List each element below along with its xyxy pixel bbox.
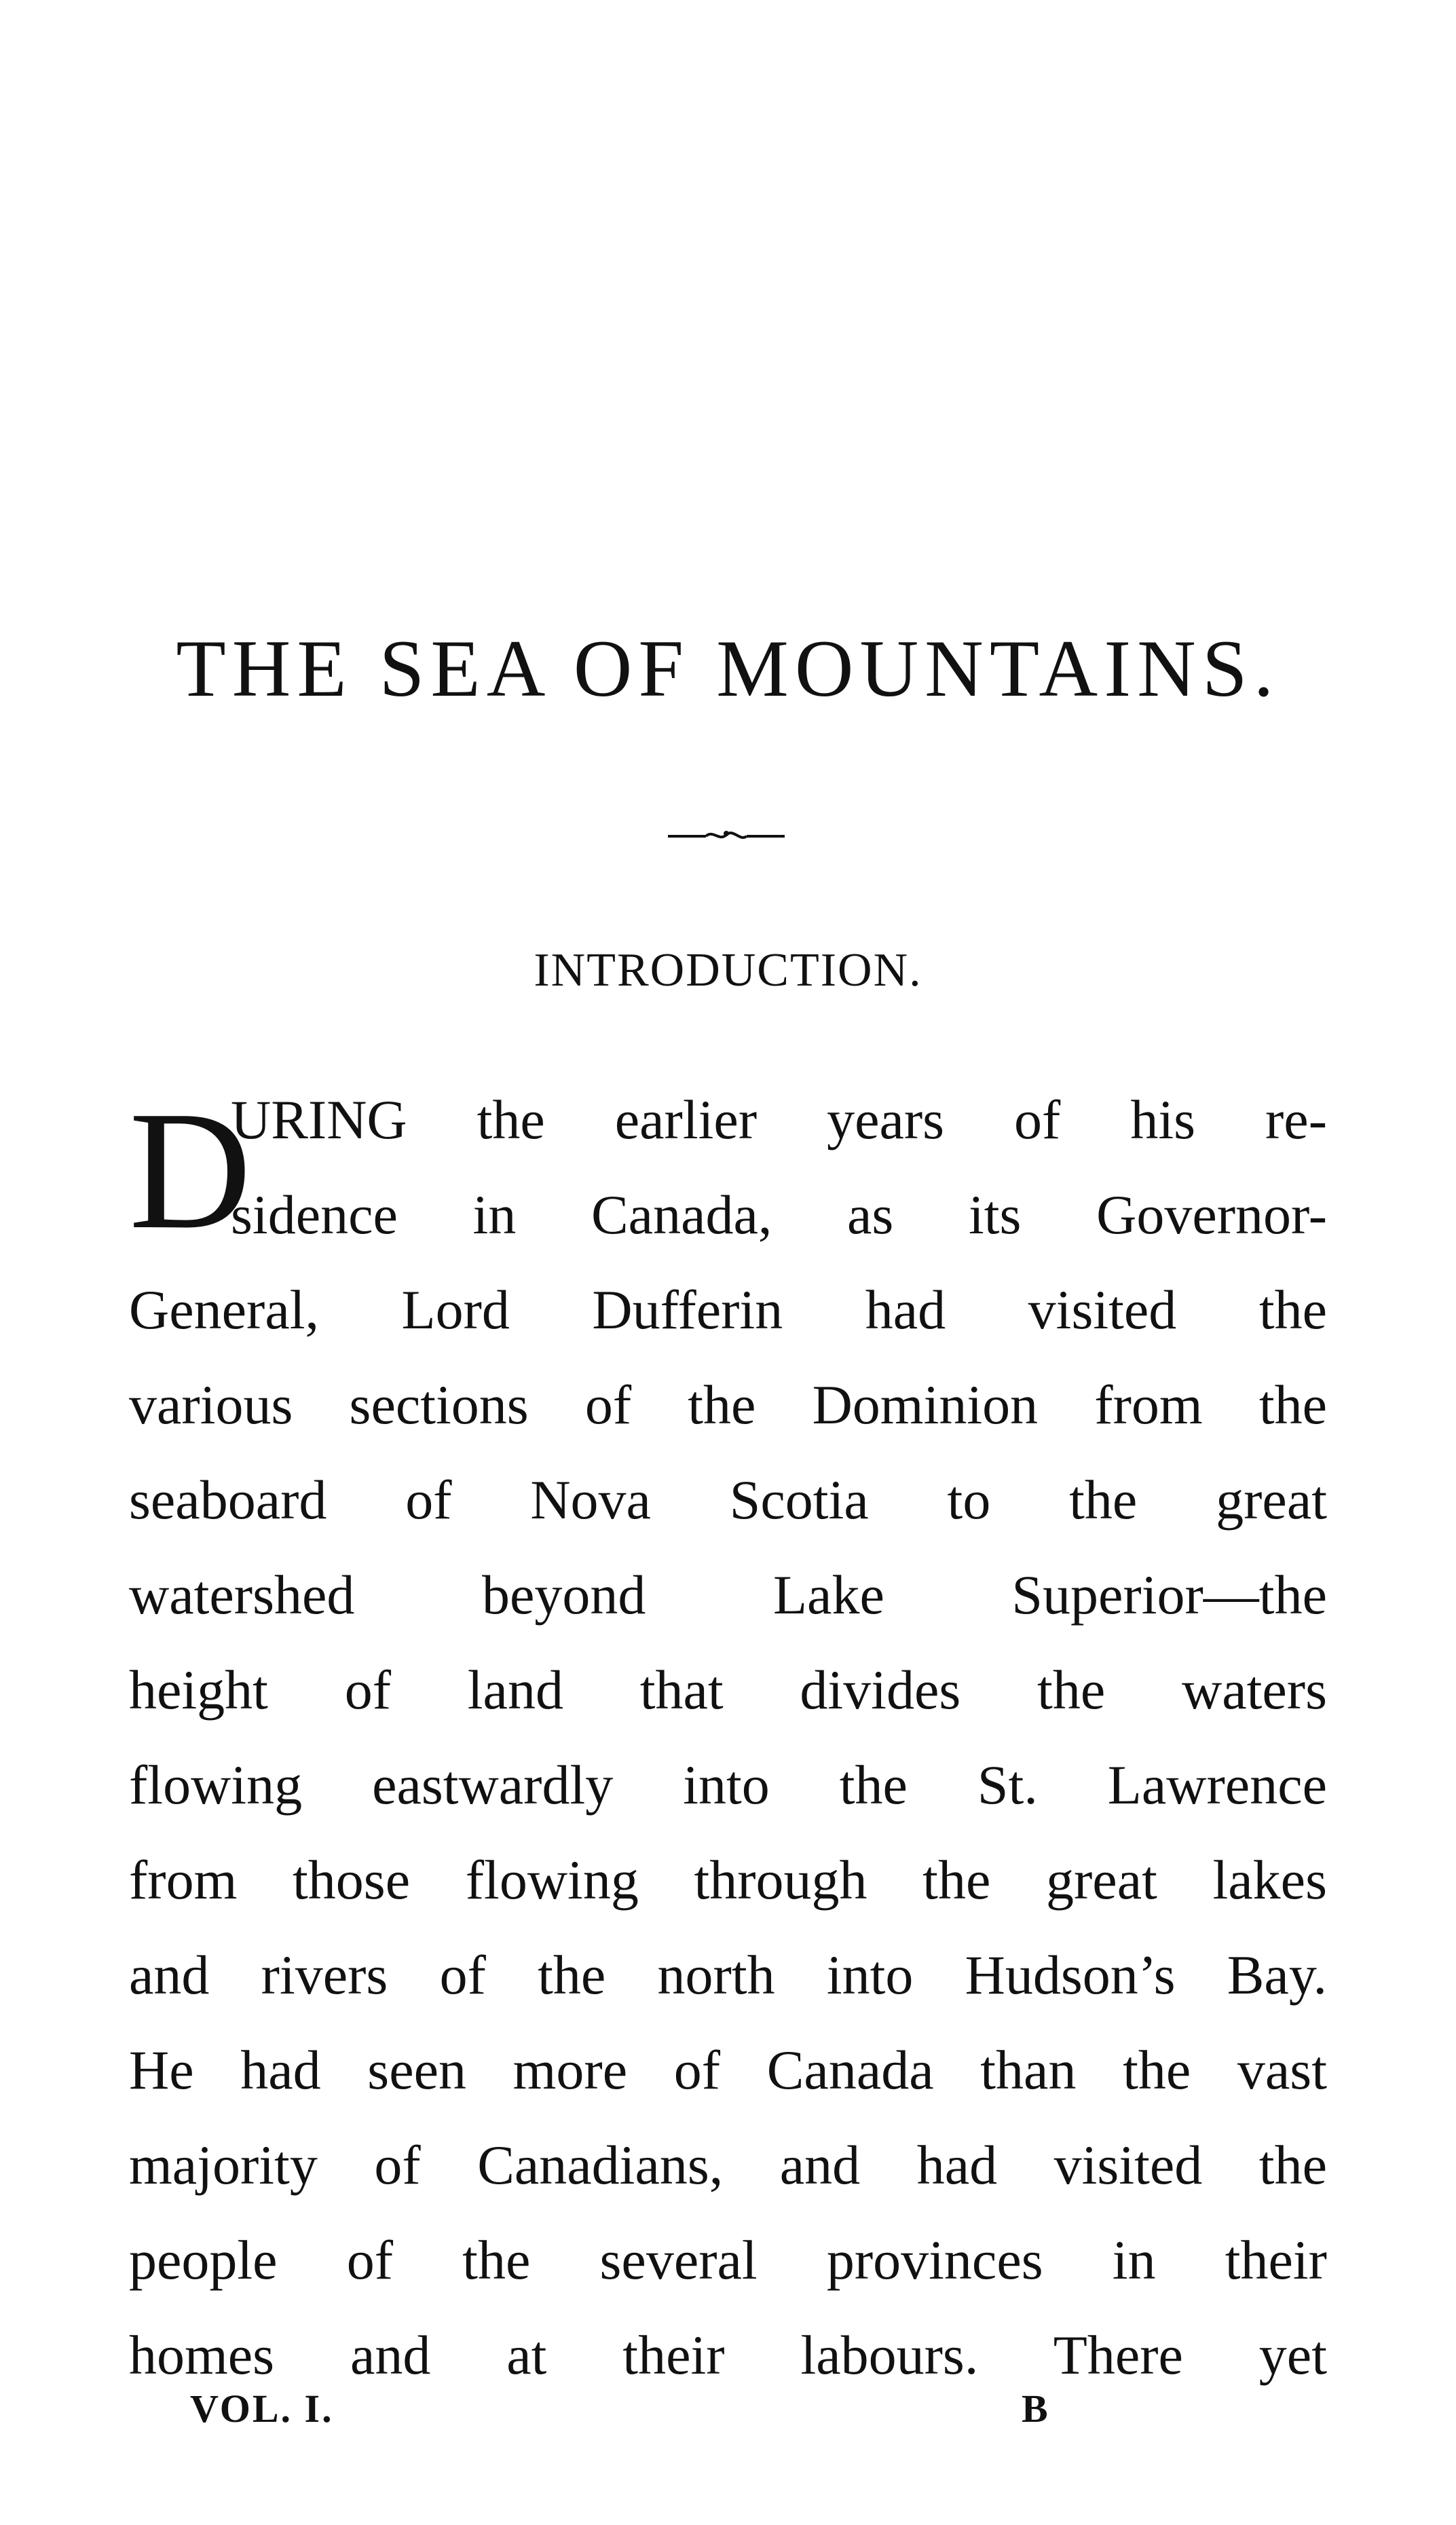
text-line: people of the several provinces in their bbox=[129, 2229, 1327, 2291]
text-line: General, Lord Dufferin had visited the bbox=[129, 1279, 1327, 1341]
text-line: from those flowing through the great lakes bbox=[129, 1849, 1327, 1911]
text-line: sidence in Canada, as its Governor- bbox=[231, 1184, 1327, 1246]
text-line: watershed beyond Lake Superior—the bbox=[129, 1564, 1327, 1626]
text-line: flowing eastwardly into the St. Lawrence bbox=[129, 1754, 1327, 1816]
text-line: various sections of the Dominion from the bbox=[129, 1374, 1327, 1436]
text-line: majority of Canadians, and had visited the bbox=[129, 2134, 1327, 2196]
drop-cap: D bbox=[129, 1077, 252, 1265]
text-line: seaboard of Nova Scotia to the great bbox=[129, 1469, 1327, 1531]
text-line: height of land that divides the waters bbox=[129, 1659, 1327, 1721]
text-line: and rivers of the north into Hudson’s Bay. bbox=[129, 1944, 1327, 2006]
text-line: URING the earlier years of his re- bbox=[231, 1089, 1327, 1151]
section-heading: INTRODUCTION. bbox=[534, 944, 922, 996]
ornament-divider-icon bbox=[665, 821, 787, 848]
page-title: THE SEA OF MOUNTAINS. bbox=[176, 623, 1280, 713]
gathering-signature: B bbox=[1022, 2387, 1048, 2431]
text-line: homes and at their labours. There yet bbox=[129, 2324, 1327, 2386]
volume-signature: VOL. I. bbox=[190, 2387, 334, 2431]
text-line: He had seen more of Canada than the vast bbox=[129, 2039, 1327, 2101]
